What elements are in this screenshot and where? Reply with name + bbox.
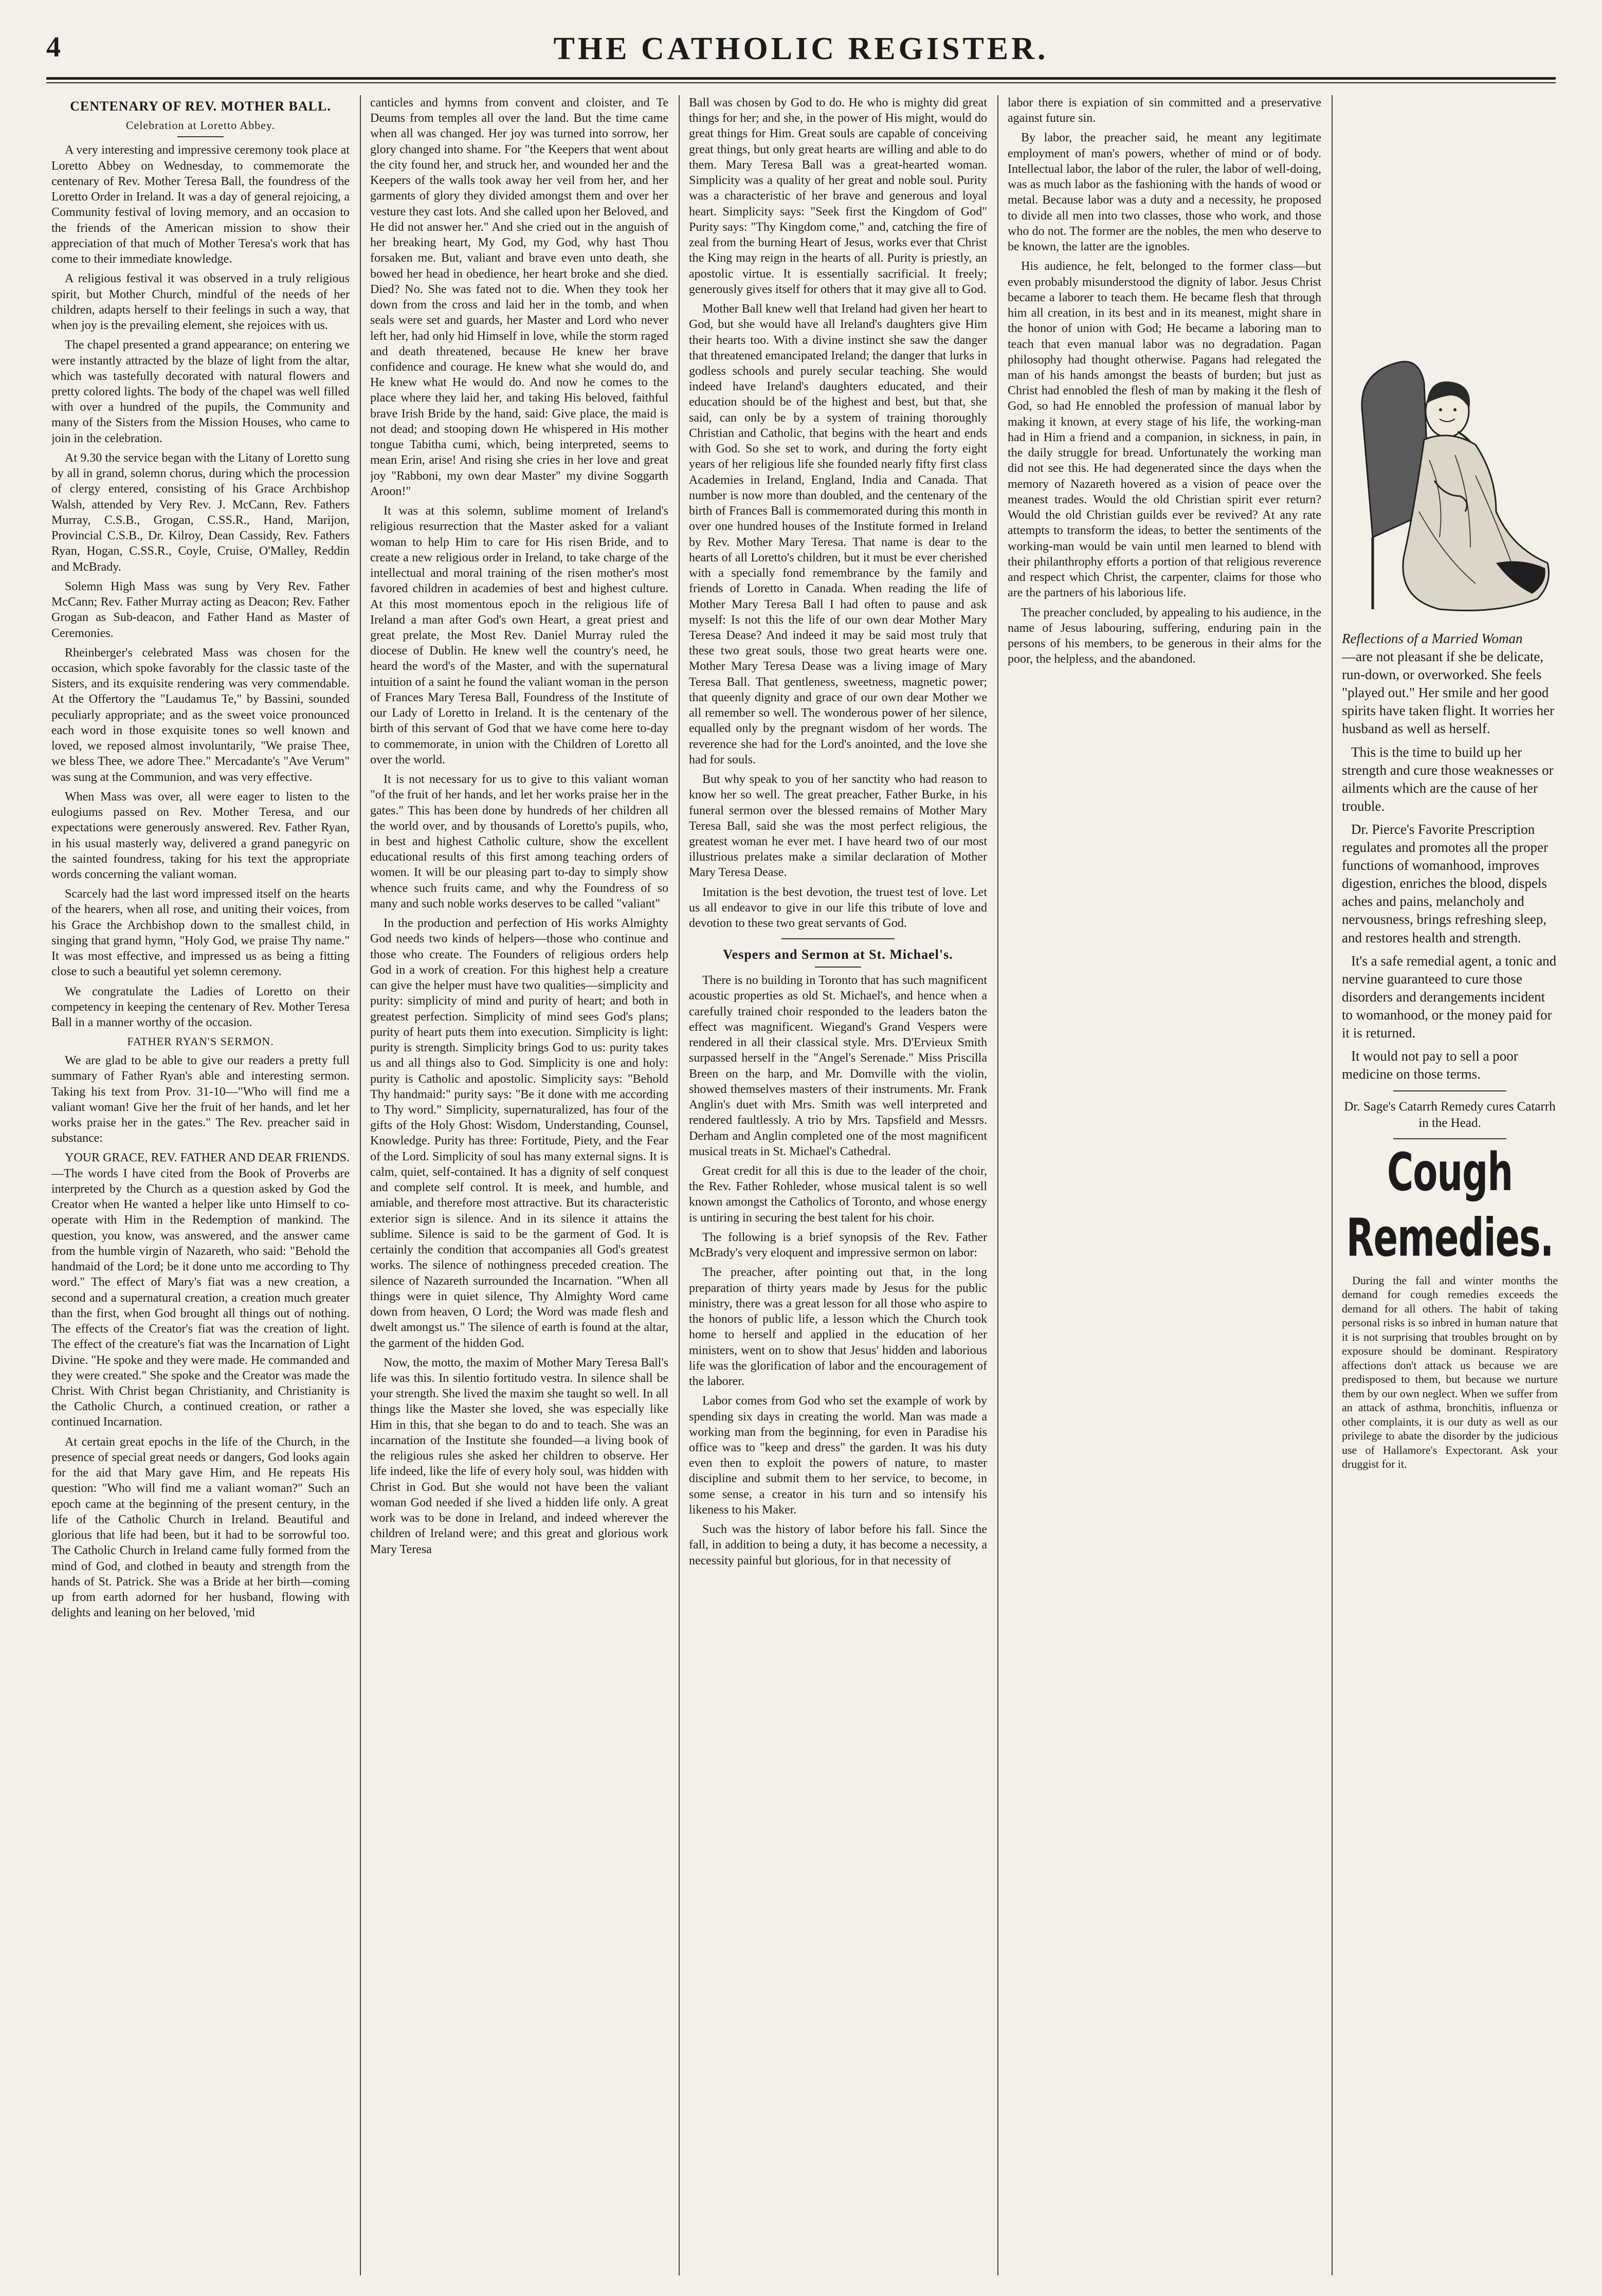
paragraph: The chapel presented a grand appearance; on entering we were instantly attracted by the blaze of light from the altar, which was tastefully decorated with natural flowers and pretty colored lights. The body of the chapel was well filled with over a hundred of the pupils, the Community and many of the Sisters from the Mission Houses, who came to join in the celebration. [51, 338, 350, 445]
paragraph: Mother Ball knew well that Ireland had given her heart to God, but she would have all Ireland's daughters give Him their hearts too. With a divine instinct she saw the danger that threatened emancipated Ireland; the danger that lurks in godless schools and purely secular teaching. She would indeed have Ireland's daughters educated, and their education should be of the highest and best, but that, she said, can only be by a system of training thoroughly Christian and Catholic, that begins with the heart and ends with God. So she set to work, and during the forty eight years of her religious life she founded nearly fifty first class Academies in Ireland, England, India and Canada. That number is now more than doubled, and the centenary of the birth of Frances Ball is commemorated during this month in over one hundred houses of the Institute formed in Ireland by Rev. Mother Mary Teresa. That name is dear to the hearts of all Loretto's children, but it must be ever cherished with a specially fond remembrance by the family and friends of Loretto in Canada. When reading the life of Mother Mary Teresa Ball I had often to pause and ask myself: Is not this the life of our own dear Mother Mary Teresa Dease? And indeed it may be said most truly that these two great souls, those two great hearts were one. Mother Mary Teresa Dease was a living image of Mary Teresa Ball. That gentleness, sweetness, magnetic power; that queenly dignity and grace of our own dear Mother we all remember so well. The wonderous power of her silence, equalled only by the pregnant wisdom of her words. The reverence she had for the Lord's anointed, and the love she had for souls. [689, 302, 987, 767]
masthead [46, 31, 1556, 72]
column-divider [679, 95, 680, 2275]
paragraph: But why speak to you of her sanctity who had reason to know her so well. The great preacher, Father Burke, in his funeral sermon over the blessed remains of Mother Mary Teresa Ball, said she was the most perfect religious, the greatest woman he ever met. I have heard two of our most illustrious prelates make a similar declaration of Mother Mary Teresa Dease. [689, 773, 987, 880]
ad-paragraph: It's a safe remedial agent, a tonic and nervine guaranteed to cure those disorders and derangements incident to womanhood, or the money paid for it is returned. [1342, 953, 1557, 1041]
paragraph: We congratulate the Ladies of Loretto on their competency in keeping the centenary of Rev. Mother Teresa Ball in a manner worthy of the occasion. [51, 985, 350, 1030]
paragraph: It is not necessary for us to give to this valiant woman "of the fruit of her hands, and let her works praise her in the gates." This has been done by hundreds of her children all the world over, and by thousands of Loretto's pupils, who, in best and highest Catholic culture, show the excellent educational results of this first among teaching orders of women. It will be our pleasing part to-day to simply show whence such fruits came, and why the Foundress of so many and such noble works deserves to be called "valiant" [370, 773, 668, 910]
paragraph: The preacher, after pointing out that, in the long preparation of thirty years made by Jesus for the public ministry, there was a great lesson for all those who aspire to the honors of public life, a lesson which the Church took home to herself and applied in the education of her ministers, went on to show that Jesus' hidden and laborious life was the glorification of labor and the encouragement of the laborer. [689, 1266, 987, 1389]
woman-illustration [1342, 342, 1558, 630]
cough-remedies-body [1342, 1273, 1558, 1471]
paragraph: By labor, the preacher said, he meant any legitimate employment of man's powers, whether of mind or of body. Intellectual labor, the labor of the ruler, the labor of well-doing, was as much labor as the fashioning with the hands of wood or metal. Because labor was a duty and a necessity, he proposed to divide all men into two classes, those who work, and those who do not. The former are the nobles, the men who deserve to be known, the latter are the ignobles. [1008, 131, 1321, 254]
paragraph: A religious festival it was observed in a truly religious spirit, but Mother Church, mindful of the needs of her children, adapts herself to their feelings in such a way, that when joy is the prevailing element, she rejoices with us. [51, 272, 350, 333]
paragraph: Labor comes from God who set the example of work by spending six days in creating the world. Man was made a working man from the beginning, for even in Paradise his office was to "keep and dress" the garden. It was his duty even then to exploit the powers of nature, to master discipline and submit them to her service, to become, in some sense, a creator in his turn and so intensify his likeness to his Maker. [689, 1394, 987, 1517]
paragraph: At certain great epochs in the life of the Church, in the presence of special great needs or dangers, God looks again for the aid that Mary gave Him, and He repeats His question: "Who will find me a valiant woman?" Such an epoch came at the beginning of the present century, in the life of the Catholic Church in Ireland. Beautiful and glorious that life had been, but it had to be sorrowful too. The Catholic Church in Ireland came fully formed from the mind of God, and clothed in beauty and strength from the hands of St. Patrick. She was a Bride at her birth—coming up from earth adorned for her husband, flowing with delights and leaning on her beloved, 'mid [51, 1435, 350, 1620]
paragraph: When Mass was over, all were eager to listen to the eulogiums passed on Rev. Mother Teresa, and our expectations were generously answered. Rev. Father Ryan, in his usual masterly way, delivered a grand panegyric on the sainted foundress, taking for his text the appropriate words concerning the valiant woman. [51, 790, 350, 882]
paragraph: Rheinberger's celebrated Mass was chosen for the occasion, which spoke favorably for the classic taste of the Sisters, and its exquisite rendering was very commendable. At the Offertory the "Laudamus Te," by Bassini, sounded peculiarly appropriate; and as the sweet voice pronounced each word in those exquisite tones so well known and loved, we reposed almost involuntarily, "We praise Thee, we bless Thee, we adore Thee." Mercadante's "Ave Verum" was sung at the Communion, and was very effective. [51, 646, 350, 784]
paragraph: His audience, he felt, belonged to the former class—but even probably misunderstood the dignity of labor. Jesus Christ became a laborer to teach them. He became flesh that through him all creation, in its best and in its meanest, might share in the honor of union with God; He became a laboring man to teach that even manual labor was no degradation. Pagan philosophy had thought otherwise. Pagans had relegated the man of his hands amongst the beasts of burden; but just as Christ had ennobled the flesh of man by making it the flesh of God, so had He ennobled the profession of manual labor by making it known, at every stage of his life, the working-man had in Him a friend and a companion, in sickness, in pain, in the daily struggle for bread. Unfortunately the working man did not see this. He had degenerated since the days when the memory of Nazareth hovered as a vision of peace over the meanest trades. Would the old Christian spirit ever return? Would the old Christian guilds ever be revived? At any rate attempts to transform the ideas, to better the sentiments of the working-man would be vain until men learned to blend with their philanthrophy efforts a portion of that religious reverence and respect which Christ, the carpenter, claims for those who are the partners of his laborious life. [1008, 260, 1321, 600]
column-3 [689, 95, 987, 2275]
paragraph: canticles and hymns from convent and cloister, and Te Deums from temples all over the land. But the time came when all was changed. Her joy was turned into sorrow, her glory changed into shame. For "the Keepers that went about the city found her, and struck her, and wounded her and the Keepers of the walls took away her veil from her, and her garments of glory they divided amongst them and over her vesture they cast lots. And she called upon her Beloved, and He did not answer her." And she cried out in the anguish of her breaking heart, My God, my God, why hast Thou forsaken me. But, valiant and brave even unto death, she bowed her head in obedience, her heart broke and she died. Died? No. She was fated not to die. When they took her down from the cross and laid her in the tomb, and when seals were set and guards, her Master and Lord who never left her, had only hid Himself in love, while the storm raged and death threatened, because He knew her brave confidence and courage. He knew what she would do, and He knew what He would do. And now he comes to the place where they laid her, and taking His beloved, faithful brave Irish Bride by the hand, said: Give place, the maid is not dead; and stooping down He whispered in His mother tongue Tabitha cumi, which, being interpreted, seems to mean Erin, arise! And rising she cries in her love and great joy "Rabboni, my own dear Master" my divine Soggarth Aroon!" [370, 96, 668, 498]
separator-rule [781, 938, 895, 939]
paragraph: The following is a brief synopsis of the Rev. Father McBrady's very eloquent and impressive sermon on labor: [689, 1230, 987, 1260]
ad-paragraph: During the fall and winter months the demand for cough remedies exceeds the demand for all others. The habit of taking personal risks is so inbred in human nature that it is not surprising that troubles brought on by exposure should be dominant. Respiratory affections don't attack us because we are predisposed to them, but because we nurture them by our own neglect. When we suffer from an attack of asthma, bronchitis, influenza or other complaints, it is our duty as well as our privilege to abate the disorder by the judicious use of Hallamore's Expectorant. Ask your druggist for it. [1342, 1273, 1558, 1471]
newspaper-title: THE CATHOLIC REGISTER. [553, 31, 1049, 66]
ad-paragraph: It would not pay to sell a poor medicine on those terms. [1342, 1048, 1518, 1082]
header-rule [46, 77, 1556, 80]
separator-rule [1393, 1090, 1506, 1091]
paragraph: At 9.30 the service began with the Litany of Loretto sung by all in grand, solemn chorus, during which the procession of clergy entered, consisting of his Grace Archbishop Walsh, attended by Very Rev. J. McCann, Rev. Fathers Murray, C.S.B., Grogan, C.SS.R., Hand, Marijon, Provincial C.S.B., Dr. Kilroy, Dean Cassidy, Rev. Fathers Ryan, Hogan, C.SS.R., Coyle, Cruise, O'Malley, Reddin and McBrady. [51, 451, 350, 574]
article-headline: CENTENARY OF REV. MOTHER BALL. [70, 99, 331, 114]
article-subheadline: Celebration at Loretto Abbey. [125, 118, 276, 132]
column-2 [370, 95, 668, 2275]
paragraph: The preacher concluded, by appealing to his audience, in the name of Jesus labouring, suffering, enduring pain in the persons of his members, to be generous in their alms for the poor, the helpless, and the abandoned. [1008, 606, 1321, 666]
paragraph: YOUR GRACE, REV. FATHER AND DEAR FRIENDS.—The words I have cited from the Book of Proverbs are interpreted by the Church as a question asked by God the Creator when He wanted a helper like unto Himself to co-operate with Him in the Redemption of mankind. The question, you know, was answered, and the answer came from the humble virgin of Nazareth, who said: "Behold the handmaid of the Lord; be it done unto me according to Thy word." The effect of Mary's fiat was a new creation, a second and a supernatural creation, a creation much greater than the first, when God brought all things out of nothing. The effects of the Creator's fiat was the creation of light. The effect of the creature's fiat was the Incarnation of Light Divine. "He spoke and they were made. He commanded and they were created." She spoke and the Creator was made the Christ. With Christ began Christianity, and Christianity is the Catholic Church, a continued creation, or rather a continued Incarnation. [51, 1151, 350, 1429]
paragraph: It was at this solemn, sublime moment of Ireland's religious resurrection that the Master asked for a valiant woman to help Him to care for His risen Bride, and to create a new religious order in Ireland, to take charge of the intellectual and moral training of the risen mother's most favored children in academies of best and highest culture. At this most momentous epoch in the religious life of Ireland a man after God's own Heart, a great priest and great prelate, the Most Rev. Daniel Murray ruled the diocese of Dublin. He knew well the country's need, he heard the word's of the Master, and with the supernatural intuition of a saint he found the valiant woman in the person of Frances Mary Teresa Ball, Foundress of the Institute of our Lady of Loretto in Ireland. It is the centenary of the birth of this servant of God that we have come here to-day to commemorate, in union with the Children of Loretto all over the world. [370, 504, 668, 767]
catarrh-remedy-notice: Dr. Sage's Catarrh Remedy cures Catarrh in the Head. [1344, 1100, 1556, 1130]
column-divider [997, 95, 998, 2275]
paragraph: Solemn High Mass was sung by Very Rev. Father McCann; Rev. Father Murray acting as Deacon; Rev. Father Grogan as Sub-deacon, and Father Hand as Master of Ceremonies. [51, 579, 350, 640]
paragraph: Now, the motto, the maxim of Mother Mary Teresa Ball's life was this. In silentio fortitudo vestra. In silence shall be your strength. She lived the maxim she taught so well. In all things like the Master she loved, she was especially like Him in this, that she began to do and to teach. She was an incarnation of the Institute she founded—a living book of the religious rules she asked her children to observe. Her life indeed, like the life of every holy soul, was hidden with Christ in God. But she would not have been the valiant woman God needed if she lived a hidden life only. A great work was to be done in Ireland, and indeed wherever the children of Ireland were; and this great and glorious work Mary Teresa [370, 1356, 668, 1556]
advertisement-caption: Reflections of a Married Woman [1342, 631, 1523, 646]
paragraph: A very interesting and impressive ceremony took place at Loretto Abbey on Wednesday, to commemorate the centenary of Rev. Mother Teresa Ball, the foundress of the Loretto Order in Ireland. It was a day of general rejoicing, a Community festival of loving memory, and an occasion to the friends of the American mission to show their appreciation of that much of Mother Teresa's work that has come to their immediate knowledge. [51, 143, 350, 266]
page-number: 4 [46, 31, 61, 63]
paragraph: Such was the history of labor before his fall. Since the fall, in addition to being a duty, it has become a necessity, a necessity painful but glorious, for in that necessity of [689, 1523, 987, 1568]
heading-rule [815, 967, 861, 968]
paragraph: There is no building in Toronto that has such magnificent acoustic properties as old St. Michael's, and hence when a carefully trained choir responded to the leaders baton the effect was magnificent. Wiegand's Grand Vespers were rendered in all their classical style. Mrs. D'Ervieux Smith surpassed herself in the "Angel's Serenade." Miss Priscilla Breen on the harp, and Mr. Domville with the violin, showed themselves masters of their instruments. Mr. Frank Anglin's duet with Mrs. Smith was well interpreted and rendered faultlessly. A trio by Mrs. Tapsfield and Messrs. Derham and Anglin completed one of the most magnificent musical treats in St. Michael's Cathedral. [689, 974, 987, 1158]
column-divider [1332, 95, 1333, 2275]
ad-paragraph: —are not pleasant if she be delicate, run-down, or overworked. She feels "played out." Her smile and her good spirits have taken flight. It worries her husband as well as herself. [1342, 649, 1555, 737]
paragraph: Great credit for all this is due to the leader of the choir, the Rev. Father Rohleder, whose musical talent is so well known amongst the Catholics of Toronto, and whose energy is untiring in securing the best talent for his choir. [689, 1164, 987, 1225]
ad-paragraph: Dr. Pierce's Favorite Prescription regulates and promotes all the proper functions of womanhood, improves digestion, enriches the blood, dispels aches and pains, melancholy and nervousness, brings refreshing sleep, and restores health and strength. [1342, 821, 1549, 945]
paragraph: Imitation is the best devotion, the truest test of love. Let us all endeavor to give in our life this tribute of love and devotion to these two great servants of God. [689, 885, 987, 931]
paragraph: We are glad to be able to give our readers a pretty full summary of Father Ryan's able and interesting sermon. Taking his text from Prov. 31-10—"Who will find me a valiant woman! Give her the fruit of her hands, and let her works praise her in the gates." The Rev. preacher said in substance: [51, 1054, 350, 1145]
column-1 [51, 95, 350, 2275]
column-divider [360, 95, 361, 2275]
article-headline: Vespers and Sermon at St. Michael's. [723, 947, 953, 962]
heading-rule [177, 136, 224, 137]
section-heading: FATHER RYAN'S SERMON. [127, 1035, 274, 1048]
paragraph: In the production and perfection of His works Almighty God needs two kinds of helpers—those who continue and those who create. The Founders of religious orders help God in a work of creation. For this highest help a creature can give the helper must have two qualities—simplicity and purity: simplicity of mind and purity of heart; and both in greatest perfection. Simplicity of mind sees God's plans; purity of heart puts them into execution. Simplicity is light: purity is strength. Simplicity brings God to us: purity takes us and all things also to God. Simplicity is one and holy: purity is Catholic and apostolic. Simplicity says: "Behold Thy handmaid:" purity says: "Be it done with me according to Thy word." Simplicity, supernaturalized, has four of the gifts of the Holy Ghost: Wisdom, Understanding, Counsel, Knowledge. Purity has three: Fortitude, Piety, and the Fear of the Lord. Simplicity of soul has many external signs. It is calm, quiet, self-contained. It has a dignity of self conquest and complete self control. It is meek, and humble, and amiable, and therefore most attractive. But its characteristic exterior sign is silence. And in its silence it attains the sublime. Silence is said to be the garment of God. It is certainly the condition that accompanies all God's greatest works. The silence of nothingness preceded creation. The silence of Nazareth surrounded the Incarnation. "When all things were in quiet silence, Thy Almighty Word came down from heaven, O Lord; the Word was made flesh and dwelt amongst us." The silence of earth is found at the altar, the garment of the hidden God. [370, 917, 668, 1350]
column-4 [1008, 95, 1321, 2275]
header-rule-thin [46, 82, 1556, 83]
paragraph: Ball was chosen by God to do. He who is mighty did great things for her; and she, in the power of His might, would do great things for Him. Great souls are capable of conceiving great things, but only great hearts are willing and able to do them. Mary Teresa Ball was a great-hearted woman. Simplicity was a quality of her great and noble soul. Purity was a characteristic of her brave and generous and loyal heart. Simplicity says: "Seek first the Kingdom of God" Purity says: "Thy Kingdom come," and, catching the fire of zeal from the burning Heart of Jesus, works ever that Christ the King may reign in the hearts of all. Purity is priestly, an apostolic virtue. It is essentially sacrificial. It freely; generously gives itself for others that it may give all to God. [689, 96, 987, 296]
paragraph: Scarcely had the last word impressed itself on the hearts of the hearers, when all rose, and uniting their voices, from his Grace the Archbishop down to the smallest child, in singing that grand hymn, "Holy God, we praise Thy name." It was most effective, and impressed us as being a fitting close to such a beautiful yet solemn ceremony. [51, 887, 350, 979]
advertisement-column [1342, 95, 1558, 2275]
paragraph: labor there is expiation of sin committed and a preservative against future sin. [1008, 96, 1321, 125]
advertisement-text [1342, 630, 1558, 1083]
ad-paragraph: This is the time to build up her strength and cure those weaknesses or ailments which are the cause of her trouble. [1342, 744, 1554, 814]
cough-remedies-headline: Cough Remedies. [1346, 1141, 1554, 1269]
